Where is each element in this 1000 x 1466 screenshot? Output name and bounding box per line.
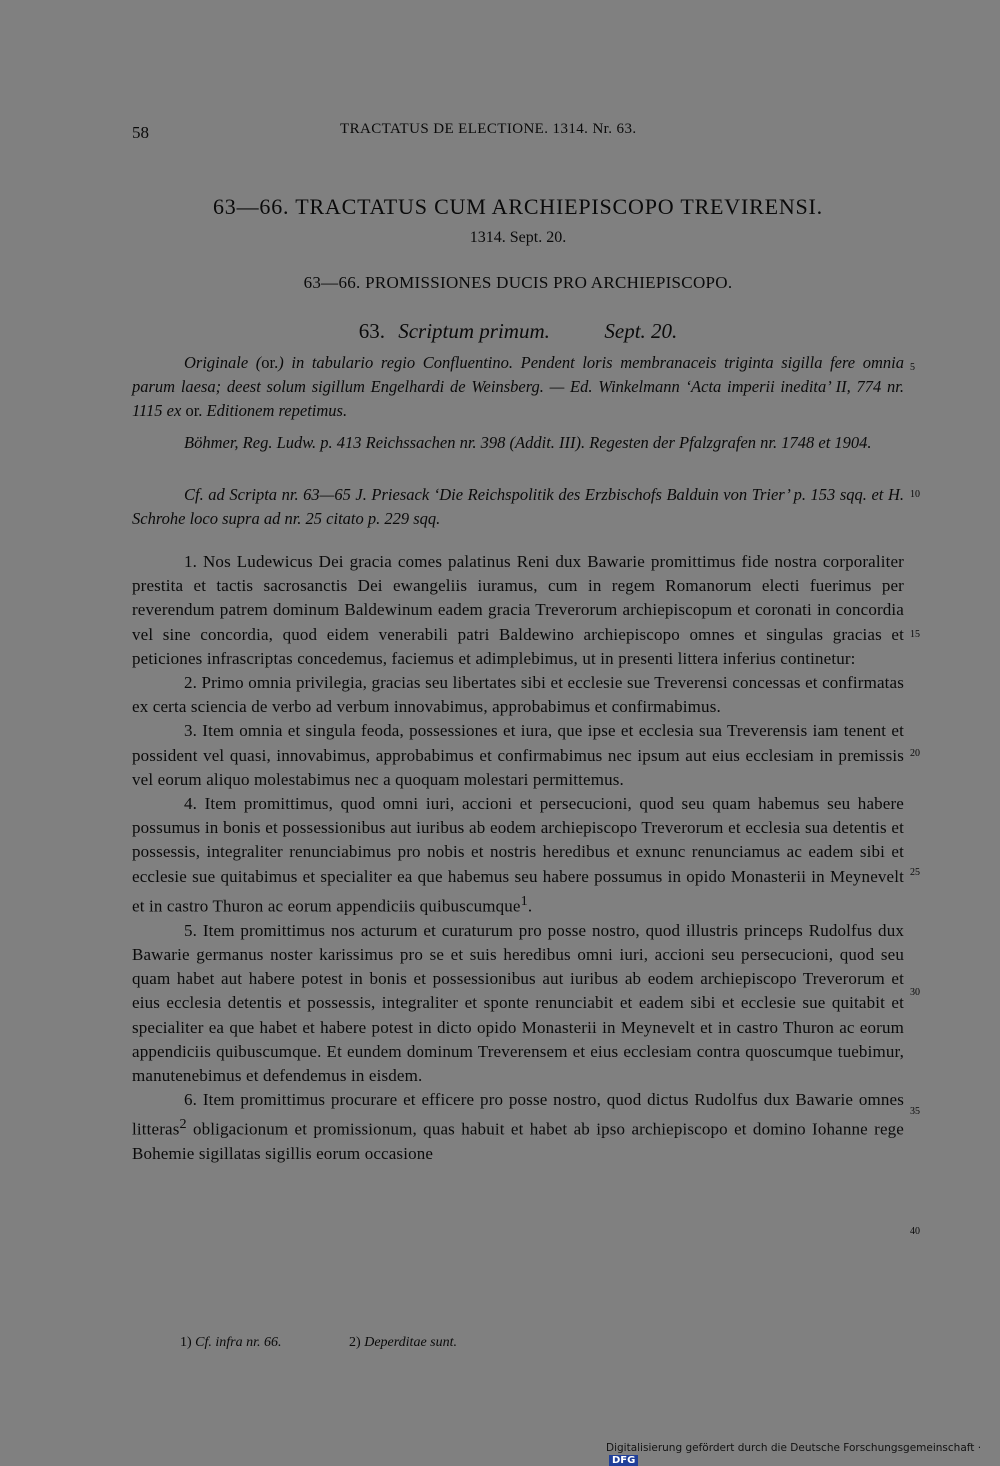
footnote-1 bbox=[180, 1335, 282, 1350]
footnote-marker: 1 bbox=[520, 892, 528, 909]
digitization-footer bbox=[606, 1442, 1000, 1466]
editorial-text: Originale ( bbox=[184, 353, 262, 372]
main-heading-date: 1314. Sept. 20. bbox=[469, 229, 567, 246]
line-number: 15 bbox=[910, 629, 920, 640]
footnote-2 bbox=[349, 1335, 457, 1350]
paragraph-text: 4. Item promittimus, quod omni iuri, accioni et persecucioni, quod seu quam habemus seu habere possumus in bonis et possessionibus aut iuribus ab eodem archiepiscopo Treverorum et ecclesia sua detentis et possessis, integraliter renunciabimus pro nobis et nostris heredibus et exnunc renunciamus ac eadem sibi et ecclesie sue quitabimus et specialiter ea que habemus seu habere possumus in opido Monasterii in Meynevelt et in castro Thuron ac eorum appendiciis quibuscumque bbox=[132, 794, 904, 916]
line-number: 30 bbox=[910, 987, 920, 998]
siglum: or. bbox=[185, 401, 203, 420]
running-title: TRACTATUS DE ELECTIONE. 1314. Nr. 63. bbox=[340, 121, 637, 137]
paragraph-2: 2. Primo omnia privilegia, gracias seu libertates sibi et ecclesie sue Treverensi concessas et confirmatas ex certa sciencia de verbo ad verbum innovabimus, approbabimus et confirmabimus. bbox=[132, 673, 904, 717]
editorial-note-regesta: Böhmer, Reg. Ludw. p. 413 Reichssachen nr. 398 (Addit. III). Regesten der Pfalzgrafen nr. 1748 et 1904. bbox=[184, 433, 872, 452]
line-number: 5 bbox=[910, 362, 915, 373]
footnote-text: Deperditae sunt. bbox=[364, 1335, 458, 1350]
paragraph-1: 1. Nos Ludewicus Dei gracia comes palatinus Reni dux Bawarie promittimus fide nostra corporaliter prestita et tactis sacrosanctis Dei ewangeliis iuramus, cum in regem Romanorum electi fuerimus per reverendum patrem dominum Baldewinum eadem gracia Treverorum archiepiscopum et coronati in concordia vel sine concordia, quod eidem venerabili patri Baldewino archiepiscopo omnes et singulas gracias et peticiones infrascriptas concedemus, faciemus et adimplebimus, ut in presenti littera inferius continetur: bbox=[132, 552, 904, 668]
dfg-logo: DFG bbox=[609, 1455, 638, 1466]
footnote-number: 1) bbox=[180, 1335, 192, 1350]
editorial-note-original bbox=[132, 351, 904, 423]
footer-text: Digitalisierung gefördert durch die Deutsche Forschungsgemeinschaft · bbox=[606, 1442, 982, 1454]
document-heading bbox=[132, 319, 904, 344]
paragraph-4: 4. Item promittimus, quod omni iuri, accioni et persecucioni, quod seu quam habemus seu habere possumus in bonis et possessionibus aut iuribus ab eodem archiepiscopo Treverorum et ecclesia sua detentis et possessis, integraliter renunciabimus pro nobis et nostris heredibus et exnunc renunciamus ac eadem sibi et ecclesie sue quitabimus et specialiter ea que habemus seu habere possumus in opido Monasterii in Meynevelt et in castro Thuron ac eorum appendiciis quibuscumque$^1$. bbox=[132, 794, 904, 916]
document-number: 63. bbox=[358, 319, 385, 343]
editorial-note-literature: Cf. ad Scripta nr. 63—65 J. Priesack ‘Die Reichspolitik des Erzbischofs Balduin von Trier’ p. 153 sqq. et H. Schrohe loco supra ad nr. 25 citato p. 229 sqq. bbox=[132, 485, 904, 528]
footnote-marker: 2 bbox=[179, 1116, 187, 1133]
line-number: 40 bbox=[910, 1226, 920, 1237]
main-heading: 63—66. TRACTATUS CUM ARCHIEPISCOPO TREVIRENSI. bbox=[213, 194, 823, 219]
editorial-text: ) in tabulario regio Confluentino. Pendent loris membranaceis triginta sigilla fere omnia parum laesa; deest solum sigillum Engelhardi de Weinsberg. — Ed. Winkelmann ‘Acta imperii inedita’ II, 774 nr. 1115 ex bbox=[132, 353, 904, 420]
document-date: Sept. 20. bbox=[604, 319, 678, 343]
line-number: 25 bbox=[910, 867, 920, 878]
footnote-number: 2) bbox=[349, 1335, 361, 1350]
paragraph-6 bbox=[132, 1088, 904, 1166]
document-text bbox=[132, 550, 904, 1166]
page-number: 58 bbox=[132, 123, 149, 142]
sub-heading: 63—66. PROMISSIONES DUCIS PRO ARCHIEPISCOPO. bbox=[303, 273, 733, 292]
paragraph-3: 3. Item omnia et singula feoda, possessiones et iura, que ipse et ecclesia sua Treverensis iam tenent et possident vel quasi, innovabimus, approbabimus et confirmabimus nec ipsum aut eius ecclesiam in premissis vel eorum aliquo molestabimus nec a quoquam molestari permittemus. bbox=[132, 721, 904, 789]
paragraph-text: obligacionum et promissionum, quas habuit et habet ab ipso archiepiscopo et domino Iohanne rege Bohemie sigillatas sigillis eorum occasione bbox=[132, 1119, 904, 1164]
paragraph-text: 6. Item promittimus procurare et efficere pro posse nostro, quod dictus Rudolfus dux Bawarie omnes litteras bbox=[132, 1090, 904, 1139]
footnote-text: Cf. infra nr. 66. bbox=[195, 1335, 282, 1350]
line-number: 10 bbox=[910, 489, 920, 500]
siglum: or. bbox=[261, 353, 279, 372]
paragraph-5: 5. Item promittimus nos acturum et curaturum pro posse nostro, quod illustris princeps Rudolfus dux Bawarie germanus noster karissimus pro se et suis heredibus omni iuri, accioni seu persecucioni, quod seu quam habet aut habere potest in bonis et possessionibus aut iuribus ab eodem archiepiscopo Treverorum et eius ecclesia detentis et possessis, integraliter et sponte renunciabit et eadem sibi et ecclesie sue quitabit et specialiter ea que habet et habere potest in dicto opido Monasterii in Meynevelt et in castro Thuron ac eorum appendiciis quibuscumque. Et eundem dominum Treverensem et eius ecclesiam contra quoscumque tuebimur, manutenebimus et defendemus in eisdem. bbox=[132, 920, 904, 1085]
editorial-text: Editionem repetimus. bbox=[202, 401, 348, 420]
document-title: Scriptum primum. bbox=[398, 319, 550, 343]
line-number: 35 bbox=[910, 1106, 920, 1117]
line-number: 20 bbox=[910, 748, 920, 759]
footnotes bbox=[180, 1335, 521, 1351]
